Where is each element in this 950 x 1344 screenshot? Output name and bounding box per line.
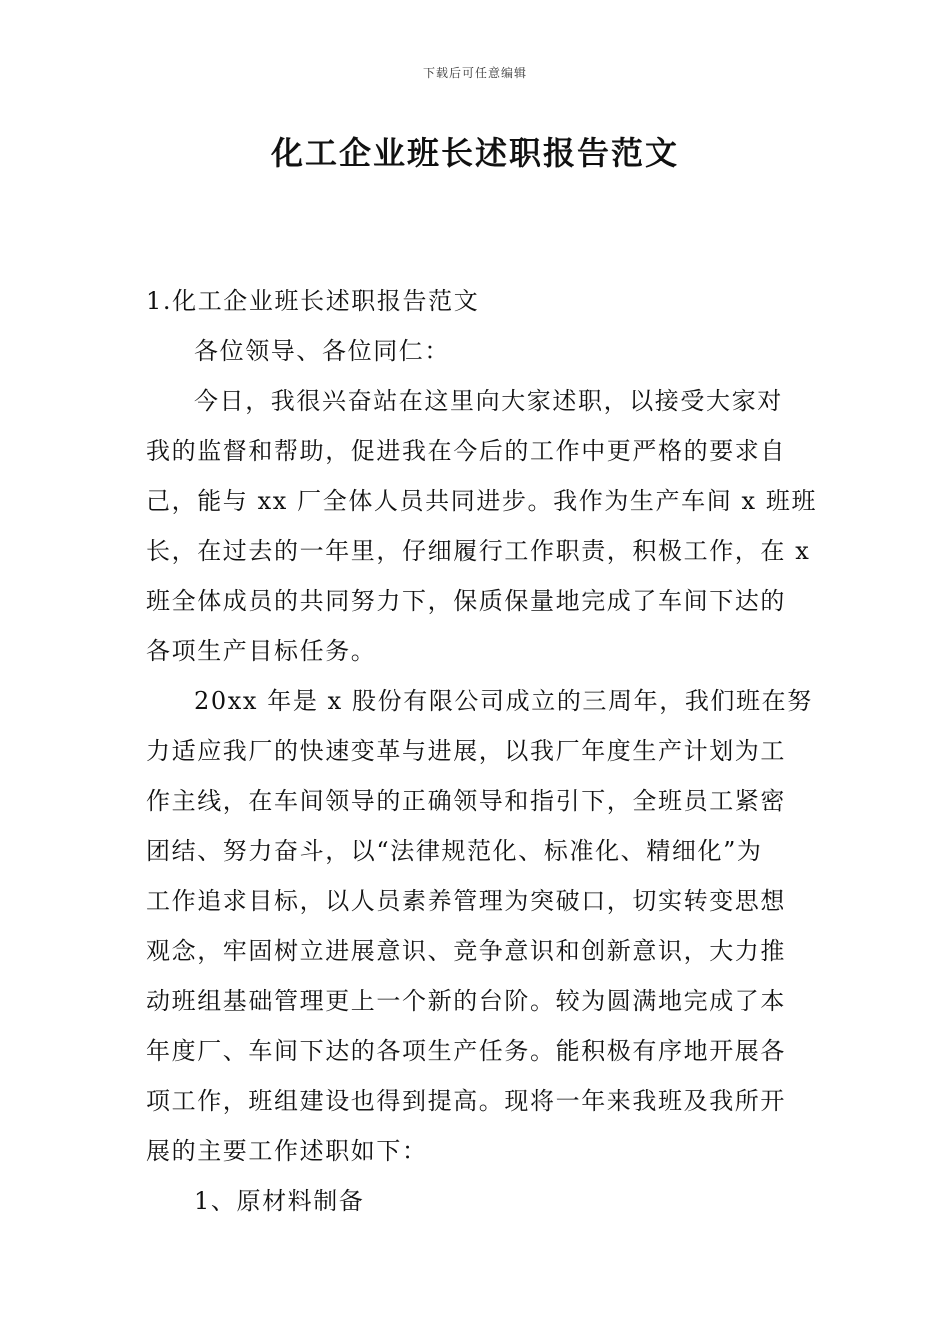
paragraph-1 xyxy=(146,376,818,676)
paragraph-line: 观念，牢固树立进展意识、竞争意识和创新意识，大力推 xyxy=(146,937,786,965)
paragraph-line: 工作追求目标，以人员素养管理为突破口，切实转变思想 xyxy=(146,887,786,915)
paragraph-line: 力适应我厂的快速变革与进展，以我厂年度生产计划为工 xyxy=(146,737,786,765)
paragraph-line: 我的监督和帮助，促进我在今后的工作中更严格的要求自 xyxy=(146,437,786,465)
paragraph-line: 年度厂、车间下达的各项生产任务。能积极有序地开展各 xyxy=(146,1037,786,1065)
paragraph-line: 项工作，班组建设也得到提高。现将一年来我班及我所开 xyxy=(146,1087,786,1115)
document-body xyxy=(146,276,818,1226)
paragraph-line: 各项生产目标任务。 xyxy=(146,637,377,665)
paragraph-line: 今日，我很兴奋站在这里向大家述职，以接受大家对 xyxy=(194,387,783,415)
subheading: 1、原材料制备 xyxy=(194,1187,365,1215)
paragraph-line: 己，能与 xx 厂全体人员共同进步。我作为生产车间 x 班班 xyxy=(146,487,818,515)
paragraph-line: 长，在过去的一年里，仔细履行工作职责，积极工作，在 x xyxy=(146,537,811,565)
paragraph-line: 20xx 年是 x 股份有限公司成立的三周年，我们班在努 xyxy=(194,687,813,715)
paragraph-line: 班全体成员的共同努力下，保质保量地完成了车间下达的 xyxy=(146,587,786,615)
section-heading: 1.化工企业班长述职报告范文 xyxy=(146,287,480,315)
paragraph-line: 动班组基础管理更上一个新的台阶。较为圆满地完成了本 xyxy=(146,987,786,1015)
paragraph-line: 团结、努力奋斗，以“法律规范化、标准化、精细化”为 xyxy=(146,837,763,865)
document-title: 化工企业班长述职报告范文 xyxy=(270,134,679,172)
paragraph-2 xyxy=(146,676,813,1176)
header-note: 下载后可任意编辑 xyxy=(422,66,527,80)
paragraph-line: 作主线，在车间领导的正确领导和指引下，全班员工紧密 xyxy=(146,787,786,815)
greeting: 各位领导、各位同仁： xyxy=(194,337,450,365)
paragraph-line: 展的主要工作述职如下： xyxy=(146,1137,428,1165)
